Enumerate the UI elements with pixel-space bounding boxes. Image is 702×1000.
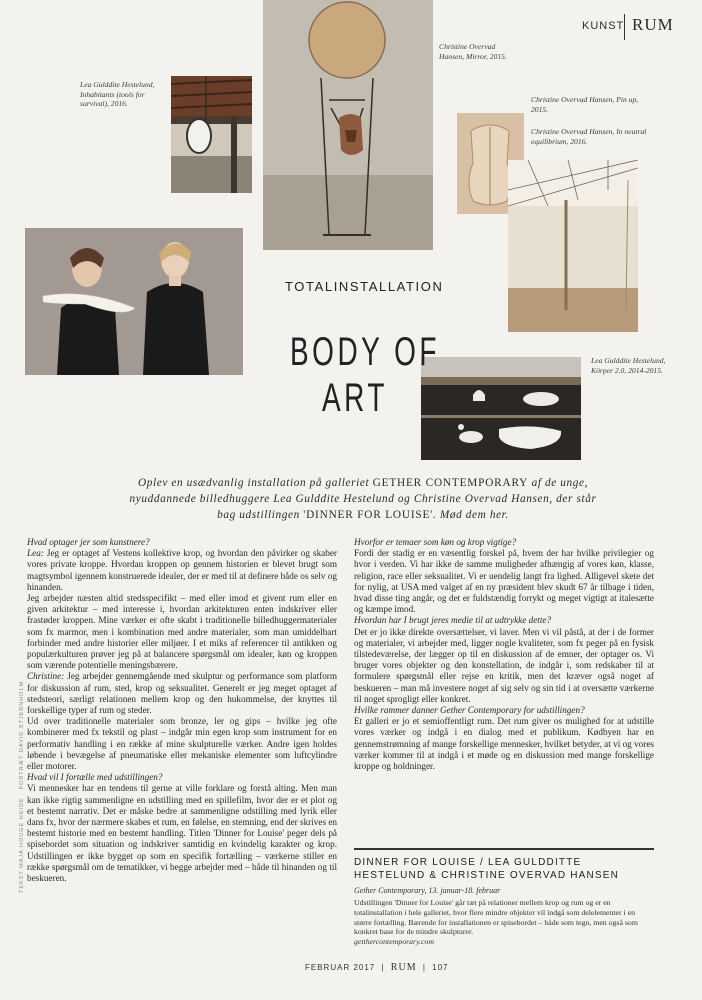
section-label: KUNST (582, 20, 625, 32)
lead-paragraph: Oplev en usædvanlig installation på galleriet GETHER CONTEMPORARY af de unge, nyuddannede billedhuggere Lea Gulddite Hestelund og Christine Overvad Hansen, der står bag udstillingen 'DINNER FOR LOUISE'. Mød dem her. (129, 477, 597, 521)
infobox-url: getthercontemporary.com (354, 937, 435, 947)
infobox-rule (354, 848, 654, 850)
lead-exhibition: 'DINNER FOR LOUISE' (303, 509, 433, 521)
answer: Det er jo ikke direkte oversættelser, vi laver. Men vi vil påstå, at der i de former og materialer, vi arbejder med, ligger nogle kvaliteter, som fx peger på en fysisk tilstedeværelse, der lægger op til en diskussion af de emner, der optager os. Vi bruger vores objekter og den konstellation, de indgår i, som redskaber til at formulere spørgsmål eller rejse en kritik, men det kræver også noget af beskueren – man må investere noget af sig selv og sin tid i at oversætte værkerne til noget sprogligt eller konkret. (354, 626, 654, 704)
answer: Et galleri er jo et semioffentligt rum. Det rum giver os mulighed for at udstille vores værker og indgå i en dialog med et publikum. Kødbyen har en gennemstrømning af mange forskellige mennesker, hvilket betyder, at vi og vores værker kommer til at indgå i et møde og en diskussion med mange forskellige kroppe og holdninger. (354, 716, 654, 772)
spine-credit: TEKST MAJA HOUGE HEIDE · PORTRÆT DAVID STJERNHOLM (19, 680, 25, 893)
caption-pinup: Christine Overvad Hansen, Pin up, 2015. (531, 95, 639, 114)
photo-mirror (263, 0, 433, 250)
page-number: 107 (432, 963, 449, 972)
footer-issue: FEBRUAR 2017 (305, 963, 376, 972)
header-divider (624, 14, 625, 40)
lead-gallery: GETHER CONTEMPORARY (372, 477, 529, 489)
infobox (354, 856, 654, 947)
left-column: Hvad optager jer som kunstnere? Lea: Jeg er optaget af Vestens kollektive krop, og hvordan den påvirker og skaber vores private kroppe. Hvordan kroppen op gennem historien er blevet brugt som magtsymbol igennem konstruerede idealer, der er med til at definere både os selv og hinanden. Jeg arbejder næsten altid stedsspecifikt – med eller imod et givent rum eller en given arkitektur – med interesse i, hvordan arkitekturen enten indskriver eller frastøder kroppen. Mine værker er ofte skabt i traditionelle billedhuggermaterialer som fx marmor, men i kombination med andre materialer, som man umiddelbart forbinder med andre historier eller miljøer. I et miks af referencer til antikken og populærkulturen prøver jeg på at balancere spørgsmål om idealer, køn og kroppen som værende potentielle meningsbærere. Christine: Jeg arbejder gennemgående med skulptur og performance som platform for diskussion af rum, sted, krop og seksualitet. Generelt er jeg meget optaget af stedsteori, særligt relationen mellem krop og den hukommelse, der knyttes til forskellige typer af rum og steder. Ud over traditionelle materialer som bronze, ler og gips – hvilke jeg ofte kombinerer med fx tekstil og plast – indgår min egen krop som instrument for en performativ handling i en række af mine skulpturelle værker. Andre igen holdes løbende i bevægelse af pneumatiske eller mekaniske elementer som luftcylindre eller motorer. Hvad vil I fortælle med udstillingen? Vi mennesker har en tendens til gerne at ville forklare og forstå alting. Men man kan ikke rigtig sammenligne en udstilling med en spillefilm, hvor der er et plot og et bestemt narrativ. Det er måske bedre at sammenligne udstilling med lyrik eller dans fx, hvor der nærmere skabes et rum, en følelse, en stemning, end der skrives en bestemt historie med en bestemt handling. Titlen 'Dinner for Louise' peger dels på spisebordet som situation og indskriver samtidig en kvindelig karakter og krop. Udstillingen er ikke bygget op som en specifik fortælling – værkerne stiller en række spørgsmål om de tematikker, vi begge arbejder med – både til hinanden og til beskueren. (27, 537, 337, 884)
footer-magazine: RUM (390, 962, 417, 973)
caption-korper: Lea Gulddite Hestelund, Körper 2.0, 2014-2015. (591, 356, 666, 375)
question: Hvad vil I fortælle med udstillingen? (27, 772, 163, 783)
infobox-dates: Gether Contemporary, 13. januar-18. februar (354, 886, 501, 895)
infobox-body: Udstillingen 'Dinner for Louise' går tæt på relationer mellem krop og rum og er en totalinstallation i hele galleriet, hvor flere mindre objekter vil indgå som delelementer i en større fortælling. Bærende for installationen er spisebordet – både som tegn, men også som konkret base for de mindre skulpturer. (354, 898, 638, 937)
footer: FEBRUAR 2017 | RUM | 107 (305, 962, 449, 973)
infobox-title: DINNER FOR LOUISE / LEA GULDDITTE HESTELUND & CHRISTINE OVERVAD HANSEN (354, 857, 620, 881)
photo-korper (421, 357, 581, 460)
answer: Jeg arbejder næsten altid stedsspecifikt – med eller imod et givent rum eller en given arkitektur – med interesse i, hvordan arkitekturen enten indskriver eller frastøder kroppen. Mine værker er ofte skabt i traditionelle billedhuggermaterialer som fx marmor, men i kombination med andre materialer, som man umiddelbart forbinder med andre historier eller miljøer. I et miks af referencer til antikken og populærkulturen prøver jeg på at balancere spørgsmål om idealer, køn og kroppen som værende potentielle meningsbærere. (27, 593, 337, 671)
question: Hvad optager jer som kunstnere? (27, 537, 150, 547)
answer: Ud over traditionelle materialer som bronze, ler og gips – hvilke jeg ofte kombinerer med fx tekstil og plast – indgår min egen krop som instrument for en performativ handling i en række af mine skulpturelle værker. Andre igen holdes løbende i bevægelse af pneumatiske eller mekaniske elementer som luftcylindre eller motorer. (27, 716, 337, 772)
speaker: Lea: (27, 548, 44, 559)
question: Hvordan har I brugt jeres medie til at udtrykke dette? (354, 615, 552, 626)
photo-portrait (25, 228, 243, 375)
caption-inhabitants: Lea Gulddite Hestelund, Inhabitants (tools for survival), 2016. (80, 80, 155, 108)
title-line2: ART (322, 376, 388, 420)
caption-mirror: Christine Overvad Hansen, Mirror, 2015. (439, 42, 507, 61)
kicker: TOTALINSTALLATION (285, 279, 444, 294)
photo-equilibrium (508, 160, 638, 332)
caption-equilibrium: Christine Overvad Hansen, In neutral equilibrium, 2016. (531, 127, 647, 146)
question: Hvilke rammer danner Gether Contemporary for udstillingen? (354, 705, 585, 716)
magazine-name: RUM (632, 15, 674, 34)
photo-inhabitants (171, 76, 252, 193)
answer: Fordi der stadig er en væsentlig forskel på, hvem der har hvilke privilegier og hvor i verden. Vi har ikke de samme muligheder afhængig af vores køn, klasse, religion, race eller seksualitet. Vi er uendelig langt fra lighed. Alligevel skete det for nylig, at USA med valget af en ny præsident blev skudt 67 år tilbage i tiden, hvad disse ting angår, og det er fuldstændig forrykt og meget vigtigt at italesætte og kæmpe imod. (354, 548, 654, 615)
question: Hvorfor er temaer som køn og krop vigtige? (354, 537, 517, 547)
speaker: Christine: (27, 671, 65, 682)
title-line1: BODY OF (290, 330, 441, 374)
right-column (354, 537, 654, 772)
answer: Vi mennesker har en tendens til gerne at ville forklare og forstå alting. Men man kan ikke rigtig sammenligne en udstilling med en spillefilm, hvor der er et plot og et bestemt narrativ. Det er måske bedre at sammenligne udstilling med lyrik eller dans fx, hvor der nærmere skabes et rum, en følelse, en stemning, end der skrives en bestemt historie med en bestemt handling. Titlen 'Dinner for Louise' peger dels på spisebordet som situation og indskriver samtidig en kvindelig karakter og krop. Udstillingen er ikke bygget op som en specifik fortælling – værkerne stiller en række spørgsmål om de tematikker, vi begge arbejder med – både til hinanden og til beskueren. (27, 783, 337, 884)
